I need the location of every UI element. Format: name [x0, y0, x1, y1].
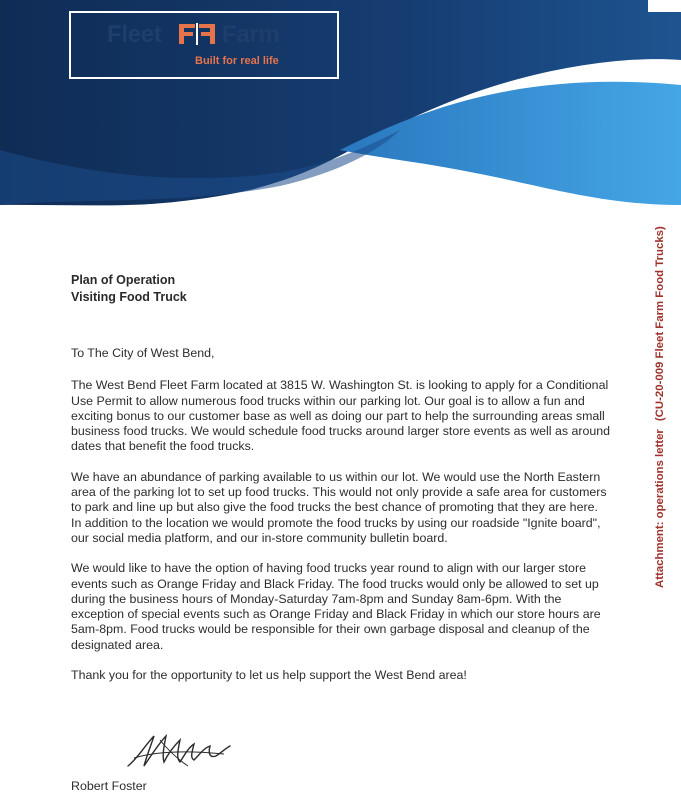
- paragraph-1: The West Bend Fleet Farm located at 3815 W. Washington St. is looking to apply for a Conditional Use Permit to allow numerous food trucks within our parking lot. Our goal is to allow a fun and exciting bonus to our customer base as well as doing our part to help the surrounding areas small business food trucks. We would schedule food trucks around larger store events as well as around dates that benefit the food trucks.: [71, 378, 611, 454]
- attachment-reference: (CU-20-009 Fleet Farm Food Trucks): [654, 226, 666, 422]
- letter-body: [71, 346, 611, 683]
- logo-word-left: Fleet: [107, 21, 162, 48]
- document-title: [71, 272, 187, 306]
- logo-box: [69, 11, 339, 79]
- title-line-1: Plan of Operation: [71, 273, 176, 287]
- handwritten-signature: [124, 728, 234, 774]
- closing-line: Thank you for the opportunity to let us help support the West Bend area!: [71, 668, 467, 683]
- salutation: To The City of West Bend,: [71, 346, 215, 360]
- title-line-2: Visiting Food Truck: [71, 290, 187, 304]
- logo-tagline: Built for real life: [195, 55, 279, 67]
- paragraph-3: We would like to have the option of having food trucks year round to align with our larger store events such as Orange Friday and Black Friday. The food trucks would only be allowed to set up during the business hours of Monday-Saturday 7am-8pm and Sunday 8am-6pm. With the exception of special events such as Orange Friday and Black Friday in which our store hours are 5am-8pm. Food trucks would be responsible for their own garbage disposal and cleanup of the designated area.: [71, 561, 601, 652]
- fleet-farm-logo-icon: [176, 22, 218, 46]
- signer-name: Robert Foster: [71, 779, 147, 793]
- attachment-label: Attachment: operations letter: [654, 429, 666, 588]
- paragraph-2: We have an abundance of parking available to us within our lot. We would use the North Eastern area of the parking lot to set up food trucks. This would not only provide a safe area for customers to park and line up but also give the food trucks the best chance of promoting that they are here. In addition to the location we would promote the food trucks by using our roadside "Ignite board", our social media platform, and our in-store community bulletin board.: [71, 469, 607, 545]
- logo-word-right: Farm: [222, 21, 280, 48]
- attachment-side-note: [654, 226, 666, 588]
